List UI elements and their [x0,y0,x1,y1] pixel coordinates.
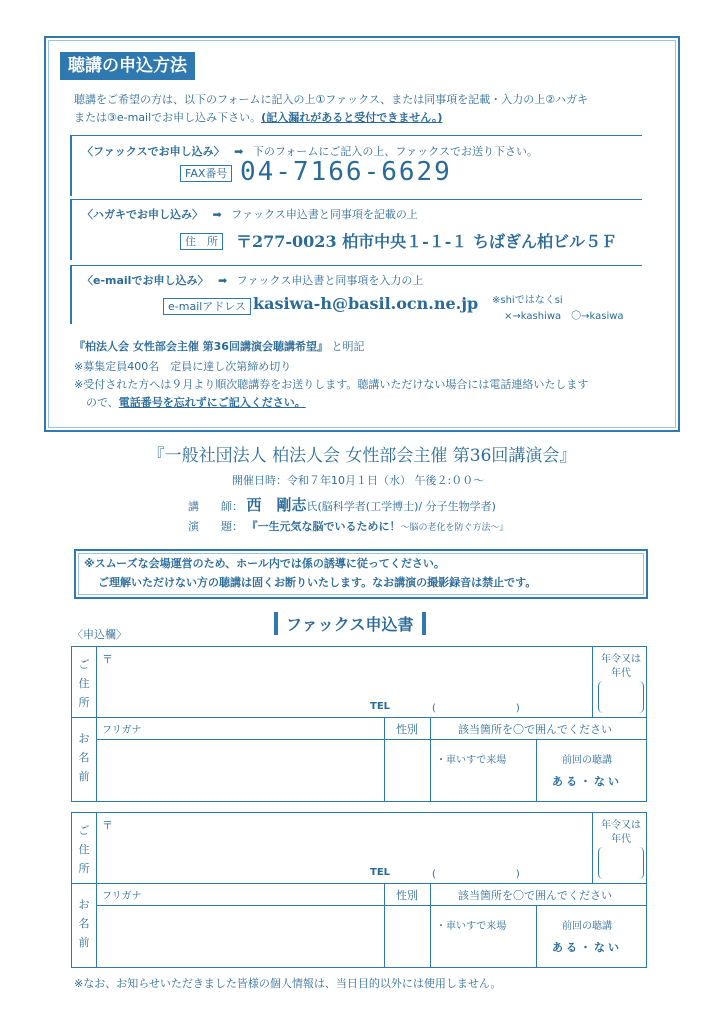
previous-label: 前回の聴講 [562,755,612,766]
postcard-bar [70,200,72,260]
postcard-desc: ファックス申込書と同事項を記載の上 [231,208,418,221]
intro-line-2 [74,109,442,127]
circle-instruction: 該当箇所を〇で囲んでください [458,889,612,902]
speaker-row [188,496,496,516]
fax-label: FAX番号 [180,165,232,182]
email-note-2: ×→kashiwa 〇→kasiwa [504,311,624,322]
intro-line-1: 聴講をご希望の方は、以下のフォームに記入の上①ファックス、または同事項を記載・入力の上②ハガキ [74,93,589,106]
form-title: ファックス申込書 [274,612,426,635]
speaker-name: 西 剛志 [246,496,307,514]
fax-number: 04-7166-6629 [240,157,452,187]
previous-label: 前回の聴講 [562,921,612,932]
name-label: お名前 [78,732,90,783]
gender-label: 性別 [396,723,418,736]
furigana-label: フリガナ [102,725,142,736]
subject-suffix: と明記 [331,340,365,353]
subject-text: 『柏法人会 女性部会主催 第36回講演会聴講希望』 [74,340,328,353]
topic-label: 演 題： [188,520,243,533]
address-label: ご住所 [78,658,90,709]
postcard-row [82,206,418,224]
gender-input[interactable] [386,741,428,799]
note-phone [86,394,306,412]
tel-label: TEL [370,701,391,712]
postal-mark: 〒 [102,653,113,666]
email-label: e-mailアドレス [163,298,251,315]
tel-paren[interactable]: ( ) [432,703,520,714]
topic-row [188,518,509,537]
email-bar [70,266,72,324]
previous-options[interactable]: ある・ない [552,775,622,788]
section-title: 聴講の申込方法 [60,52,195,80]
email-note-1: ※shiではなくsi [492,295,563,306]
speaker-label: 講 師： [188,500,243,513]
postcard-address: 〒277-0023 柏市中央１-１-１ ちばぎん柏ビル５Ｆ [236,232,617,251]
note-phone-a: ので、 [86,396,119,409]
note-tickets: ※受付された方へは９月より順次聴講券をお送りします。聴講いただけない場合には電話連絡いたします [74,378,589,391]
circle-instruction: 該当箇所を〇で囲んでください [458,723,612,736]
privacy-footer: ※なお、お知らせいただきました皆様の個人情報は、当日目的以外には使用しません。 [74,977,502,990]
event-title: 『一般社団法人 柏法人会 女性部会主催 第36回講演会』 [147,446,577,466]
address-label: ご住所 [78,824,90,875]
arrow-icon: ➡ [212,208,222,221]
notice-line-1: ※スムーズな会場運営のため、ホール内では係の誘導に従ってください。 [84,557,445,570]
intro-warning: (記入漏れがあると受付できません。) [261,111,443,124]
subject-note [74,338,364,356]
event-date-row [232,472,484,490]
email-row [82,272,423,290]
fax-bar [70,136,72,196]
application-form-1 [71,646,647,802]
name-input[interactable] [98,741,382,799]
postal-mark: 〒 [102,819,113,832]
fax-desc: 下のフォームにご記入の上、ファックスでお送り下さい。 [252,145,539,158]
email-address: kasiwa-h@basil.ocn.ne.jp [253,294,479,313]
note-phone-b: 電話番号を忘れずにご記入ください。 [118,396,306,409]
furigana-label: フリガナ [102,891,142,902]
gender-input[interactable] [386,907,428,965]
email-desc: ファックス申込書と同事項を入力の上 [236,274,424,287]
address-label: 住 所 [180,233,223,250]
tel-paren[interactable]: ( ) [432,869,520,880]
divider [70,265,642,266]
arrow-icon: ➡ [217,274,228,287]
postcard-heading: 〈ハガキでお申し込み〉 [82,208,203,221]
age-input[interactable] [598,847,644,879]
fax-heading: 〈ファックスでお申し込み〉 [82,145,225,158]
age-input[interactable] [598,681,644,713]
arrow-icon: ➡ [234,145,244,158]
note-capacity: ※募集定員400名 定員に達し次第締め切り [74,360,292,373]
name-input[interactable] [98,907,382,965]
topic-sub: ～脳の老化を防ぐ方法～』 [400,523,509,533]
gender-label: 性別 [396,889,418,902]
intro-line-2a: または③e-mailでお申し込み下さい。 [74,111,262,124]
speaker-honor: 氏 [306,500,318,513]
age-label: 年令又は年代 [601,820,641,845]
wheelchair-option[interactable]: ・車いすで来場 [436,921,507,932]
age-label: 年令又は年代 [601,654,641,679]
wheelchair-option[interactable]: ・車いすで来場 [436,755,507,766]
divider [70,199,642,200]
topic: 『一生元気な脳でいるために！ [246,520,401,533]
tel-label: TEL [370,867,391,878]
divider [70,135,642,136]
previous-options[interactable]: ある・ない [552,941,622,954]
date-label: 開催日時： [232,474,287,487]
form-field-label: 〈申込欄〉 [72,628,127,641]
application-form-2 [71,812,647,968]
speaker-title: (脳科学者(工学博士)/ 分子生物学者) [317,500,496,513]
event-date: 令和７年10月１日（水） 午後２:００～ [287,474,485,487]
notice-line-2: ご理解いただけない方の聴講は固くお断りいたします。なお講演の撮影録音は禁止です。 [98,576,537,589]
name-label: お名前 [78,898,90,949]
email-heading: 〈e-mailでお申し込み〉 [82,274,209,287]
